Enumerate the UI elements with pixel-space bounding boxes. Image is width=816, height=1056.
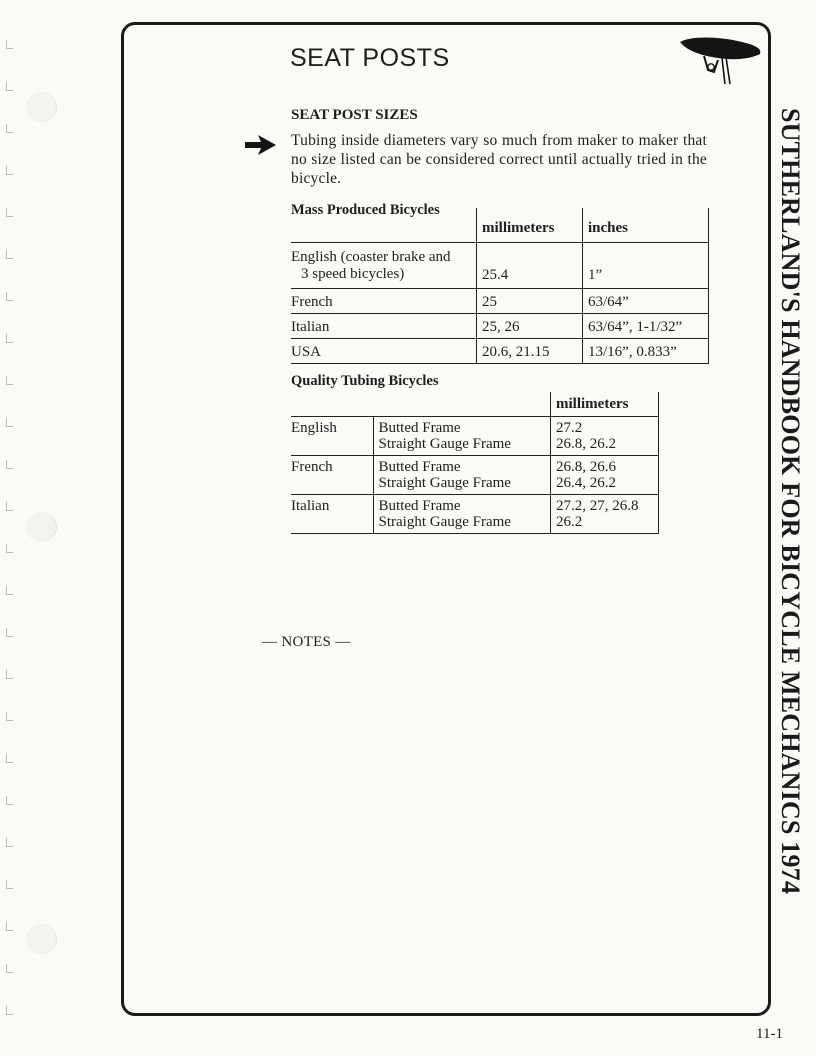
table-header-row (291, 208, 709, 243)
mm-line: 26.8, 26.2 (556, 436, 616, 452)
table-row (291, 495, 659, 534)
binder-tick (6, 502, 13, 511)
binder-tick (6, 880, 13, 889)
table-header-row (291, 392, 659, 417)
cell-millimeters (551, 456, 659, 495)
section-heading: SEAT POST SIZES (291, 107, 418, 123)
binder-tick (6, 82, 13, 91)
header-blank (291, 392, 373, 417)
mm-line: 26.2 (556, 514, 583, 530)
punch-hole (26, 924, 57, 954)
cell-millimeters (551, 417, 659, 456)
header-millimeters: millimeters (477, 208, 583, 243)
cell-millimeters: 25 (477, 289, 583, 314)
binder-tick (6, 922, 13, 931)
page-number: 11-1 (756, 1026, 783, 1042)
cell-millimeters (551, 495, 659, 534)
table-row (291, 339, 709, 364)
frame-type-line: Straight Gauge Frame (378, 514, 511, 530)
frame-type-line: Straight Gauge Frame (378, 475, 511, 491)
header-millimeters: millimeters (551, 392, 659, 417)
binder-tick (6, 334, 13, 343)
binder-tick (6, 208, 13, 217)
header-inches: inches (583, 208, 709, 243)
cell-millimeters: 25.4 (477, 243, 583, 289)
quality-tubing-caption: Quality Tubing Bicycles (291, 373, 439, 389)
binder-tick (6, 628, 13, 637)
row-label-line: 3 speed bicycles) (301, 266, 405, 282)
binder-tick (6, 460, 13, 469)
cell-inches: 13/16”, 0.833” (583, 339, 709, 364)
bicycle-saddle-icon (678, 36, 762, 88)
mass-produced-caption: Mass Produced Bicycles (291, 202, 440, 218)
cell-millimeters: 25, 26 (477, 314, 583, 339)
table-row (291, 243, 709, 289)
header-blank (291, 208, 477, 243)
binder-tick (6, 838, 13, 847)
punch-hole (26, 512, 57, 542)
page-title: SEAT POSTS (290, 44, 450, 72)
book-side-title: SUTHERLAND'S HANDBOOK FOR BICYCLE MECHANICS 1974 (776, 108, 805, 895)
binder-tick (6, 292, 13, 301)
cell-country: Italian (291, 495, 373, 534)
binder-tick (6, 796, 13, 805)
cell-inches: 63/64”, 1-1/32” (583, 314, 709, 339)
mm-line: 27.2, 27, 26.8 (556, 498, 639, 514)
cell-country: English (291, 417, 373, 456)
table-row (291, 417, 659, 456)
cell-frame-type (373, 456, 551, 495)
binder-tick (6, 1006, 13, 1015)
notes-heading: — NOTES — (262, 634, 351, 650)
table-row (291, 314, 709, 339)
row-label: French (291, 289, 477, 314)
arrow-right-icon (243, 133, 277, 157)
row-label (291, 243, 477, 289)
table-row (291, 456, 659, 495)
binder-tick (6, 376, 13, 385)
header-blank (373, 392, 551, 417)
cell-frame-type (373, 417, 551, 456)
frame-type-line: Butted Frame (378, 420, 461, 436)
punch-hole (26, 92, 57, 122)
cell-inches: 1” (583, 243, 709, 289)
binder-tick (6, 586, 13, 595)
mass-produced-table (291, 208, 709, 364)
row-label: USA (291, 339, 477, 364)
frame-type-line: Straight Gauge Frame (378, 436, 511, 452)
quality-tubing-table (291, 392, 659, 534)
binder-tick (6, 754, 13, 763)
binder-tick (6, 964, 13, 973)
cell-country: French (291, 456, 373, 495)
binder-tick (6, 40, 13, 49)
frame-type-line: Butted Frame (378, 459, 461, 475)
mm-line: 26.8, 26.6 (556, 459, 616, 475)
binder-tick (6, 250, 13, 259)
intro-paragraph: Tubing inside diameters vary so much from maker to maker that no size listed can be considered correct until actually tried in the bicycle. (291, 132, 707, 187)
binder-tick (6, 544, 13, 553)
binder-tick (6, 166, 13, 175)
cell-millimeters: 20.6, 21.15 (477, 339, 583, 364)
frame-type-line: Butted Frame (378, 498, 461, 514)
cell-inches: 63/64” (583, 289, 709, 314)
mm-line: 27.2 (556, 420, 583, 436)
binder-tick (6, 124, 13, 133)
row-label-line: English (coaster brake and (291, 249, 451, 265)
binder-tick (6, 670, 13, 679)
cell-frame-type (373, 495, 551, 534)
binder-tick (6, 712, 13, 721)
table-row (291, 289, 709, 314)
binder-tick (6, 418, 13, 427)
mm-line: 26.4, 26.2 (556, 475, 616, 491)
row-label: Italian (291, 314, 477, 339)
